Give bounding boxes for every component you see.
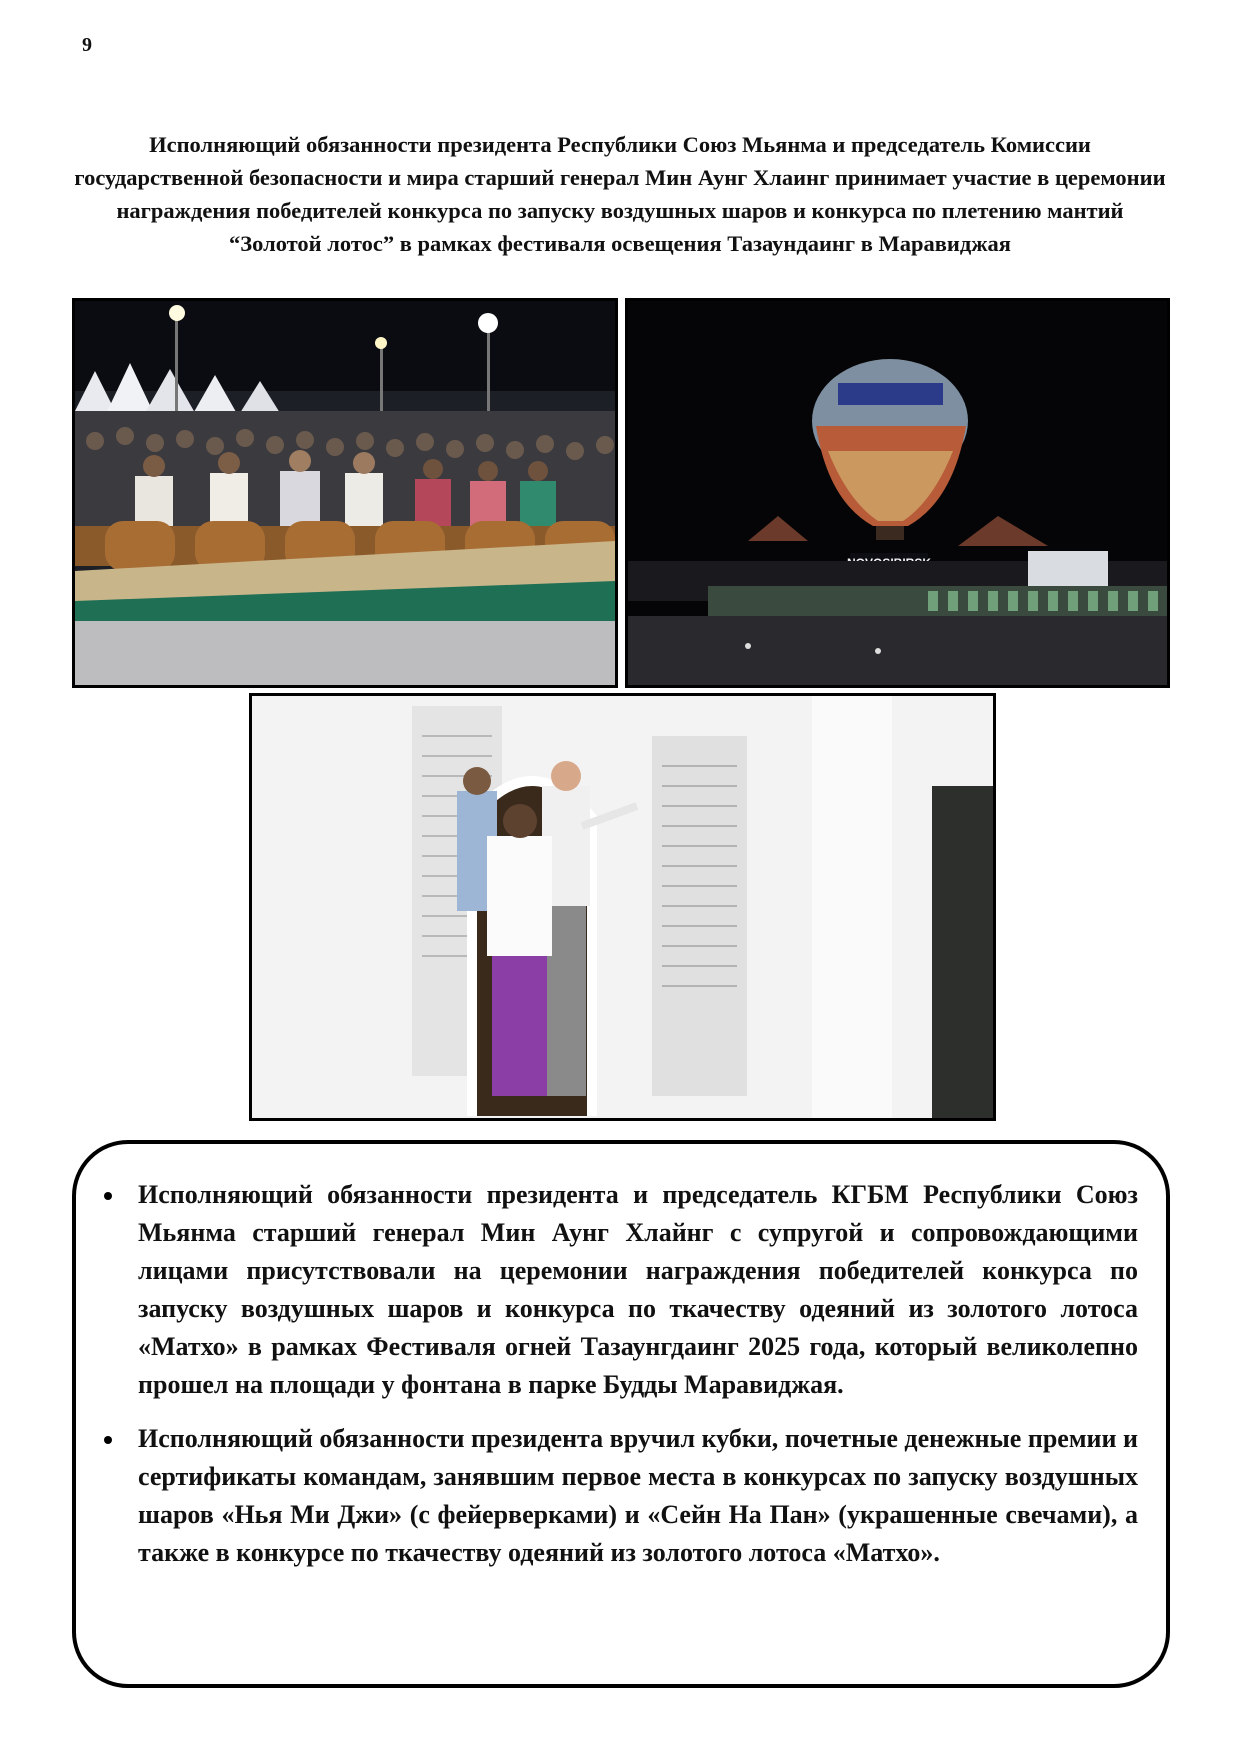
bullet-text: Исполняющий обязанности президента вручил кубки, почетные денежные премии и сертификаты командам, занявшим первое места в конкурсах по запуску воздушных шаров «Нья Ми Джи» (с фейерверками) и «Сейн На Пан» (украшенные свечами), а также в конкурсе по ткачеству одеяний из золотого лотоса «Матхо».	[138, 1424, 1138, 1567]
bullet-text: Исполняющий обязанности президента и председатель КГБМ Республики Союз Мьянма старший генерал Мин Аунг Хлайнг с супругой и сопровождающими лицами присутствовали на церемонии награждения победителей конкурса по запуску воздушных шаров и конкурса по ткачеству одеяний из золотого лотоса «Матхо» в рамках Фестиваля огней Тазаунгдаинг 2025 года, который великолепно прошел на площади у фонтана в парке Будды Маравиджая.	[138, 1180, 1138, 1399]
page-heading: Исполняющий обязанности президента Республики Союз Мьянма и председатель Комиссии государственной безопасности и мира старший генерал Мин Аунг Хлаинг принимает участие в церемонии награждения победителей конкурса по запуску воздушных шаров и конкурса по плетению мантий “Золотой лотос” в рамках фестиваля освещения Тазаундаинг в Маравиджая	[74, 132, 1166, 256]
inscription-photo	[249, 693, 996, 1121]
summary-bullets	[138, 1176, 1138, 1588]
page-number: 9	[82, 34, 92, 56]
audience-photo	[72, 298, 618, 688]
bullet-icon	[104, 1436, 112, 1444]
bullet-icon	[104, 1192, 112, 1200]
bullet-item	[138, 1176, 1138, 1404]
balloon-photo	[625, 298, 1170, 688]
bullet-item	[138, 1420, 1138, 1572]
